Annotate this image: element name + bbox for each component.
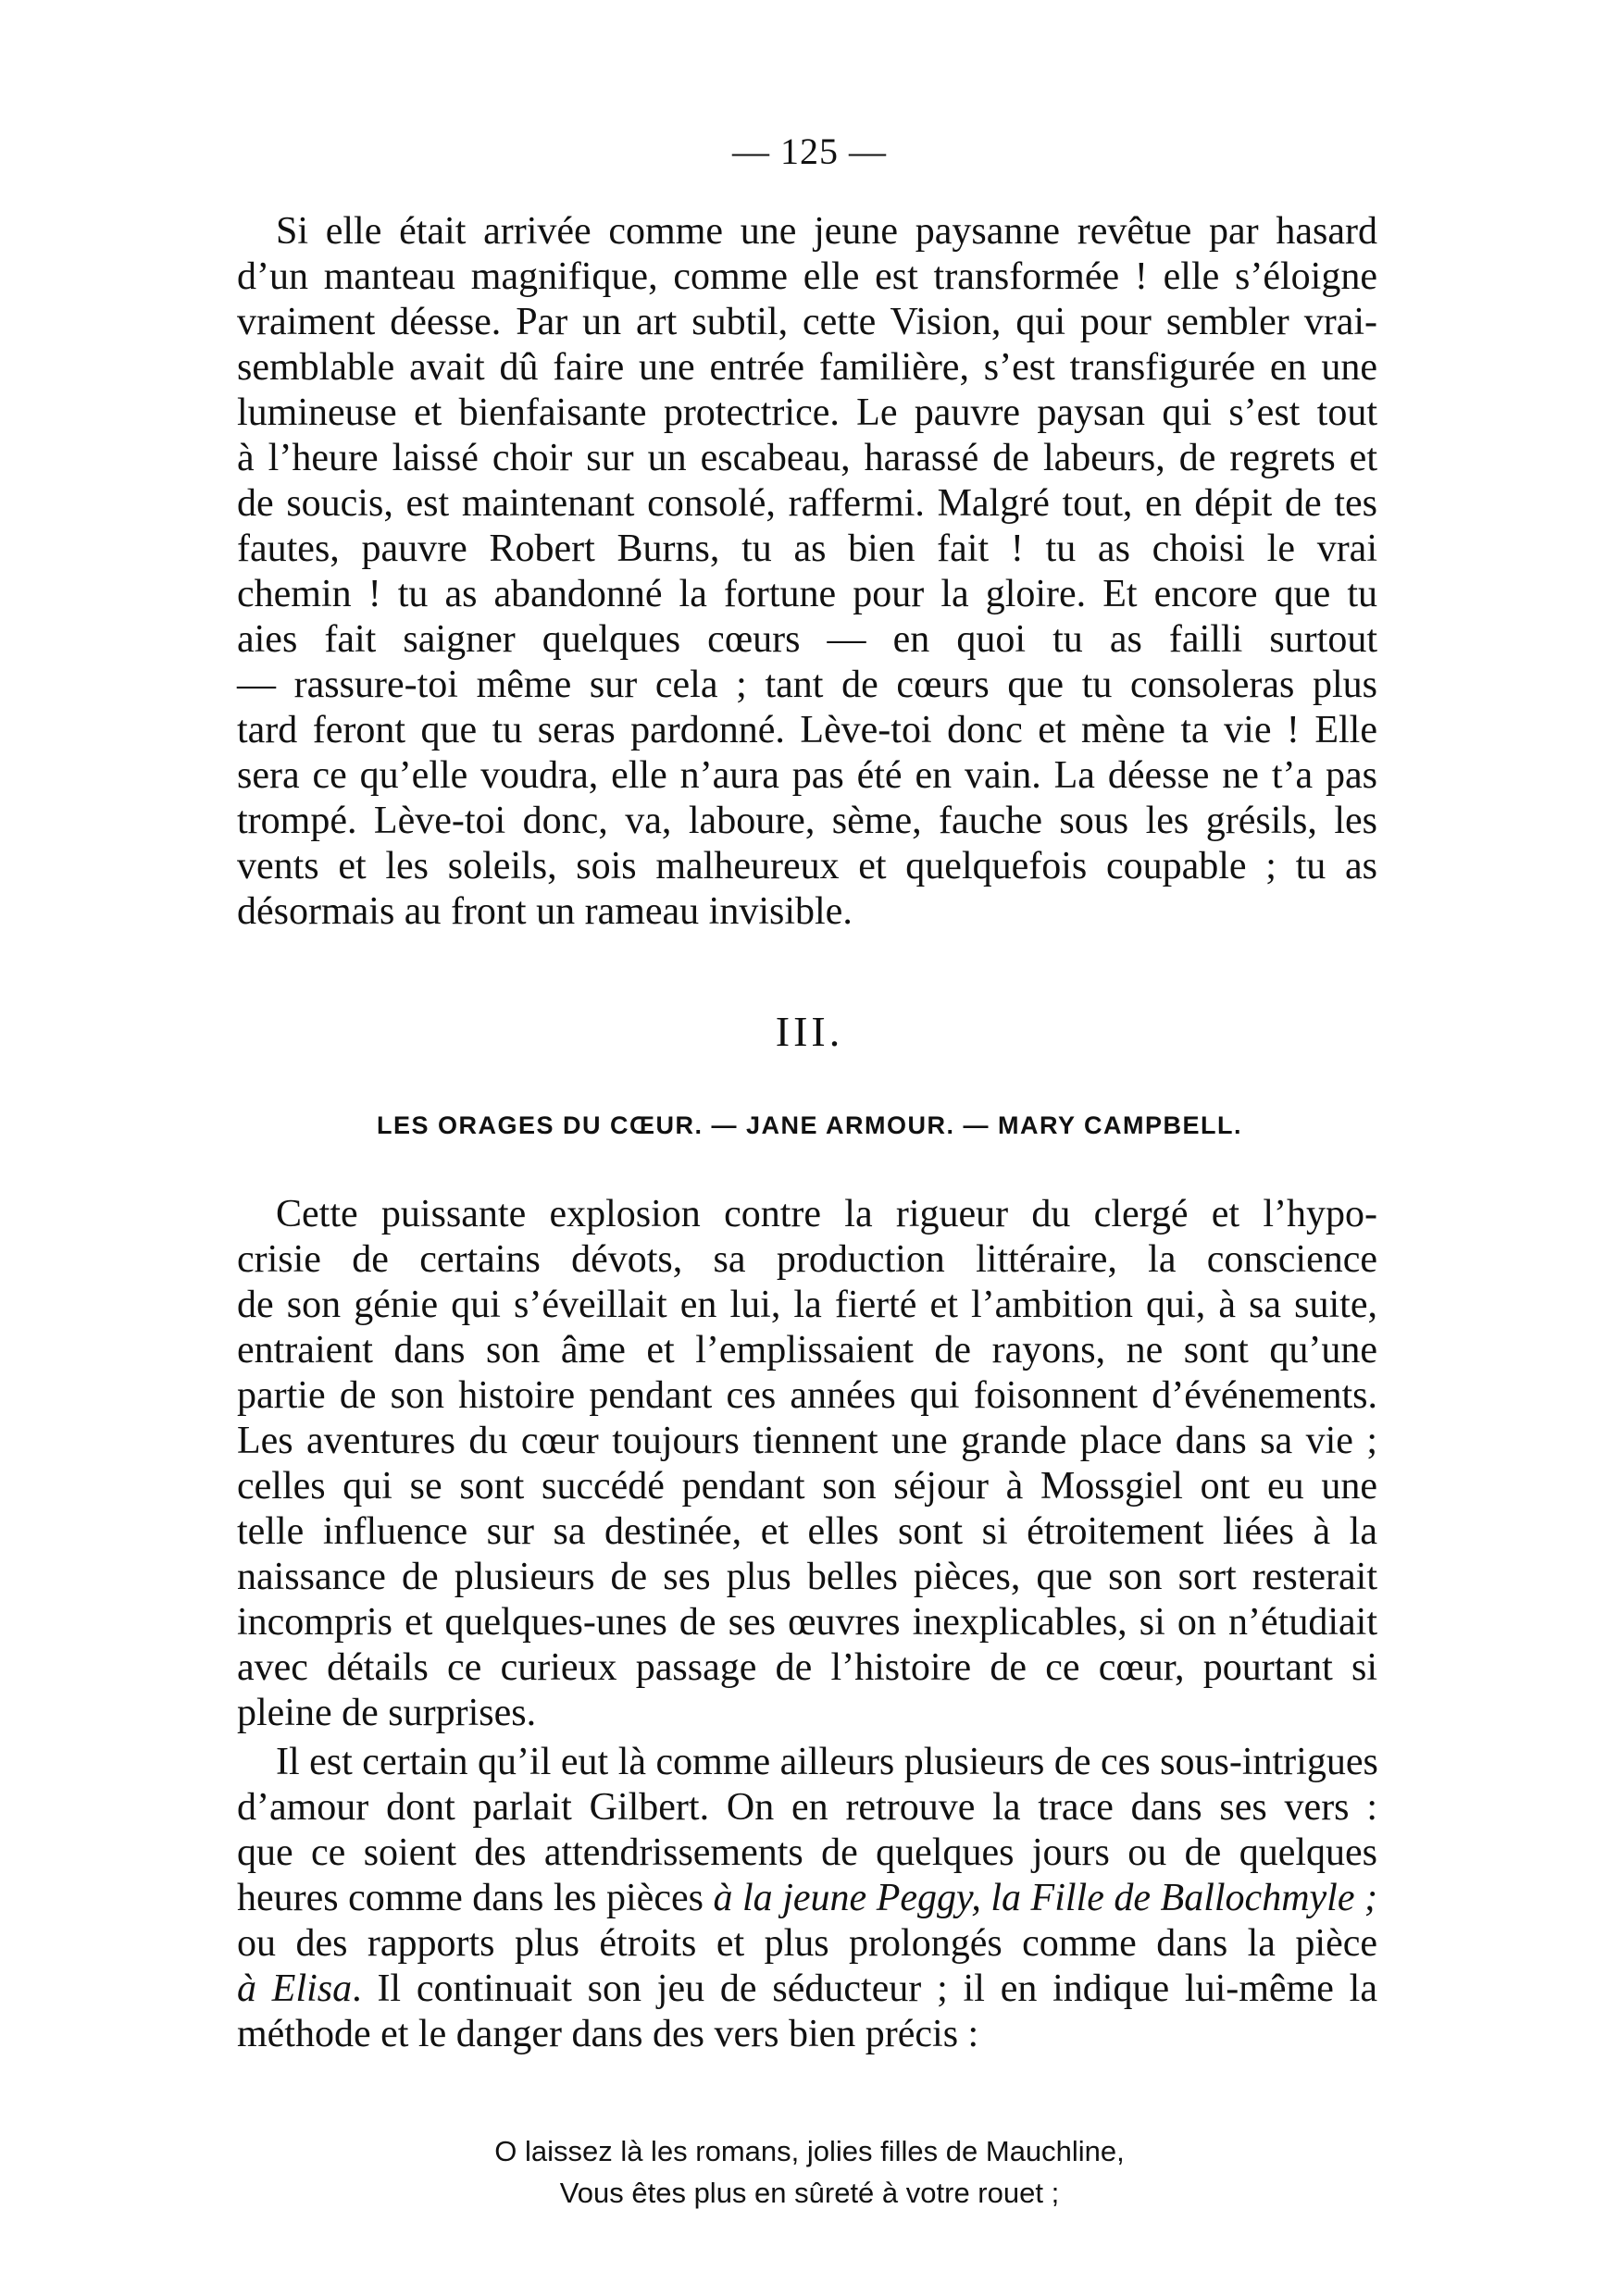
text-line-with-italic (237, 1876, 1377, 1921)
text-line: crisie de certains dévots, sa production littéraire, la conscience (237, 1238, 1377, 1281)
italic-title: à Elisa (237, 1967, 353, 2010)
text-line: aies fait saigner quelques cœurs — en quoi tu as failli surtout (237, 618, 1377, 661)
paragraph-2 (237, 1192, 1377, 1736)
italic-title: à la jeune Peggy, la Fille de Ballochmyle ; (713, 1877, 1377, 1919)
text-line: naissance de plusieurs de ses plus belles pièces, que son sort resterait (237, 1556, 1377, 1598)
text-line: de soucis, est maintenant consolé, raffermi. Malgré tout, en dépit de tes (237, 482, 1377, 525)
text-line: avec détails ce curieux passage de l’histoire de ce cœur, pourtant si (237, 1646, 1377, 1689)
text-line: Si elle était arrivée comme une jeune paysanne revêtue par hasard (276, 210, 1377, 253)
page-number: — 125 — (732, 130, 887, 172)
text-line: fautes, pauvre Robert Burns, tu as bien fait ! tu as choisi le vrai (237, 527, 1377, 570)
text-line: incompris et quelques-unes de ses œuvres inexplicables, si on n’étudiait (237, 1601, 1377, 1644)
text-line: sera ce qu’elle voudra, elle n’aura pas été en vain. La déesse ne t’a pas (237, 754, 1377, 797)
text-line: partie de son histoire pendant ces années qui foisonnent d’événements. (237, 1374, 1377, 1417)
text-segment: heures comme dans les pièces (237, 1877, 714, 1919)
text-line: tard feront que tu seras pardonné. Lève-toi donc et mène ta vie ! Elle (237, 709, 1377, 751)
verse-line-2: Vous êtes plus en sûreté à votre rouet ; (559, 2177, 1060, 2209)
text-line: ou des rapports plus étroits et plus prolongés comme dans la pièce (237, 1922, 1377, 1965)
text-line: à l’heure laissé choir sur un escabeau, harassé de labeurs, de regrets et (237, 437, 1377, 479)
text-line: désormais au front un rameau invisible. (237, 890, 853, 933)
text-line: que ce soient des attendrissements de quelques jours ou de quelques (237, 1831, 1377, 1874)
text-segment: . Il continuait son jeu de séducteur ; il en indique lui-même la (352, 1967, 1377, 2010)
text-line: d’un manteau magnifique, comme elle est transformée ! elle s’éloigne (237, 255, 1377, 298)
text-line: vraiment déesse. Par un art subtil, cette Vision, qui pour sembler vrai- (237, 301, 1377, 343)
section-number: III. (775, 1008, 844, 1055)
text-line-with-italic (237, 1967, 1377, 2012)
text-line: telle influence sur sa destinée, et elles sont si étroitement liées à la (237, 1510, 1377, 1553)
text-line: Cette puissante explosion contre la rigueur du clergé et l’hypo- (276, 1193, 1377, 1235)
paragraph-3 (237, 1740, 1377, 2057)
text-line: d’amour dont parlait Gilbert. On en retrouve la trace dans ses vers : (237, 1786, 1377, 1829)
text-line: — rassure-toi même sur cela ; tant de cœurs que tu consoleras plus (237, 664, 1377, 706)
text-line: trompé. Lève-toi donc, va, laboure, sème, fauche sous les grésils, les (237, 800, 1377, 842)
text-line: lumineuse et bienfaisante protectrice. Le pauvre paysan qui s’est tout (237, 391, 1377, 434)
text-line: celles qui se sont succédé pendant son séjour à Mossgiel ont eu une (237, 1465, 1377, 1508)
text-line: chemin ! tu as abandonné la fortune pour la gloire. Et encore que tu (237, 573, 1377, 615)
text-line: de son génie qui s’éveillait en lui, la fierté et l’ambition qui, à sa suite, (237, 1284, 1377, 1326)
text-line: méthode et le danger dans des vers bien précis : (237, 2013, 979, 2055)
text-line: semblable avait dû faire une entrée familière, s’est transfigurée en une (237, 346, 1377, 389)
text-line: Il est certain qu’il eut là comme ailleurs plusieurs de ces sous-intrigues (276, 1741, 1378, 1783)
verse-line-1: O laissez là les romans, jolies filles de Mauchline, (494, 2135, 1125, 2167)
text-line: Les aventures du cœur toujours tiennent une grande place dans sa vie ; (237, 1420, 1377, 1462)
paragraph-1 (237, 209, 1377, 935)
text-line: vents et les soleils, sois malheureux et quelquefois coupable ; tu as (237, 845, 1377, 887)
text-line: entraient dans son âme et l’emplissaient de rayons, ne sont qu’une (237, 1329, 1377, 1371)
section-heading: LES ORAGES DU CŒUR. — JANE ARMOUR. — MARY CAMPBELL. (376, 1111, 1243, 1139)
text-line: pleine de surprises. (237, 1692, 537, 1734)
